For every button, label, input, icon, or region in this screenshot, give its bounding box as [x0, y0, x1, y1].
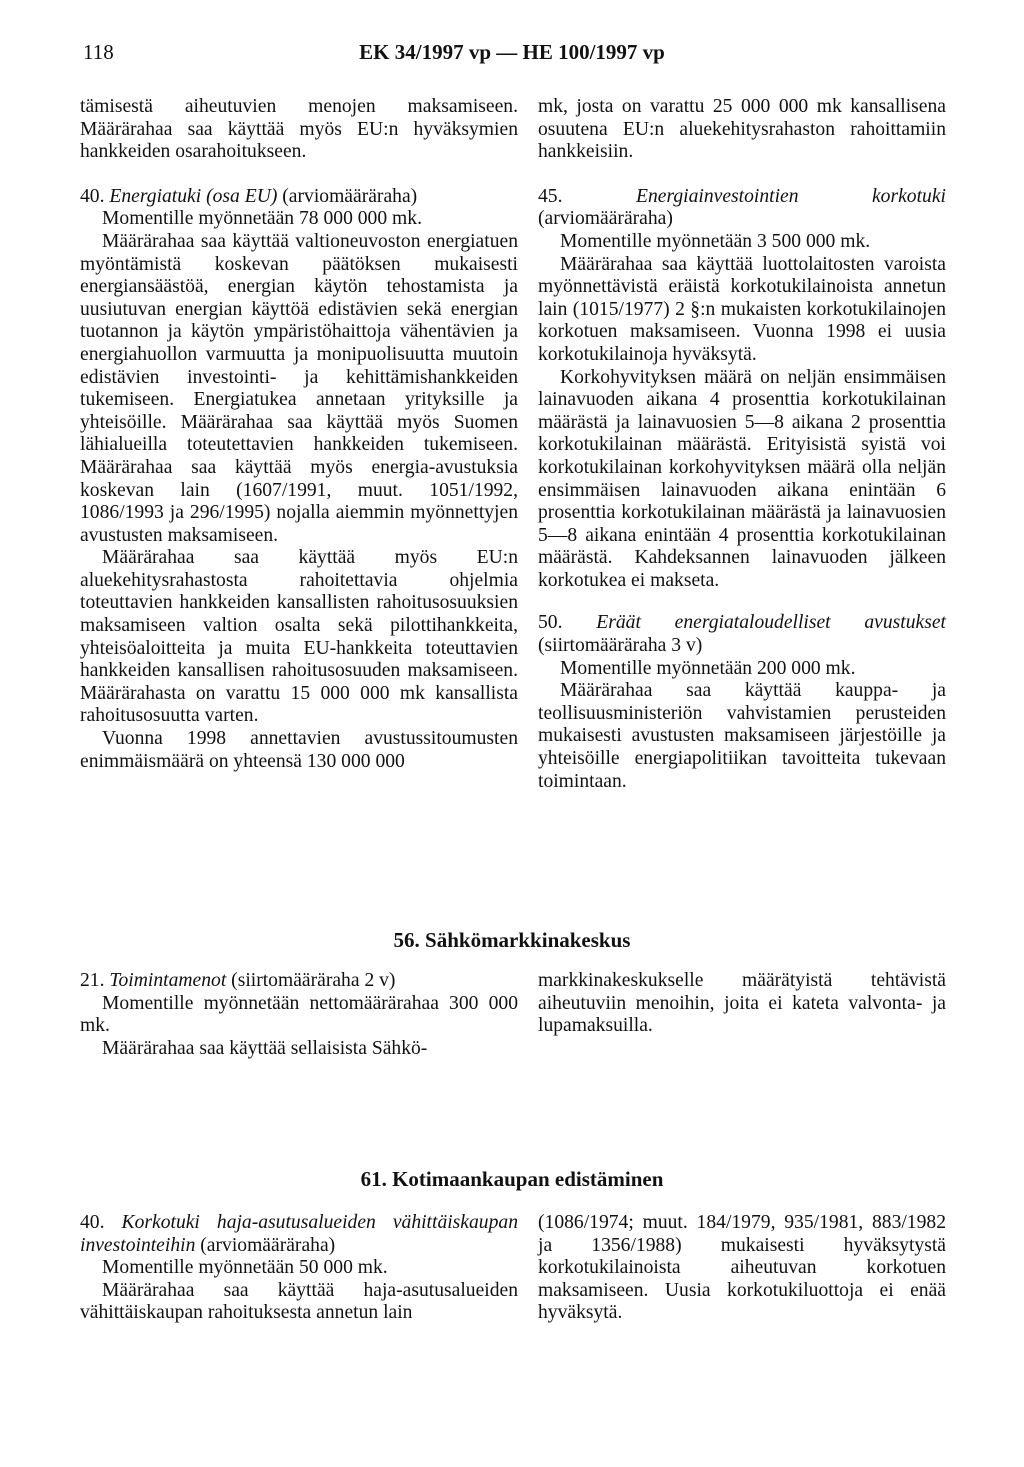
- item-heading: [80, 1212, 518, 1257]
- item-heading: [80, 970, 518, 993]
- section-61-right-column: [538, 1212, 946, 1325]
- item-title: Energiainvestointien korkotuki: [635, 185, 946, 207]
- section-heading: 56. Sähkömarkkinakeskus: [393, 928, 631, 952]
- item-heading: [538, 186, 946, 231]
- section-56-right-column: [538, 970, 946, 1038]
- item-amount: Momentille myönnetään 78 000 000 mk.: [102, 208, 422, 230]
- item-title: Energiatuki (osa EU): [109, 185, 278, 207]
- section-56-left-column: [80, 970, 518, 1060]
- item-amount: Momentille myönnetään 3 500 000 mk.: [560, 230, 871, 252]
- item-number: 45.: [538, 185, 563, 207]
- section-heading: 61. Kotimaankaupan edistäminen: [360, 1167, 664, 1191]
- paragraph: Määrärahaa saa käyttää luottolaitosten varoista myönnettävistä eräistä korkotukilainoista annetun lain (1015/1977) 2 §:n mukaisten korkotukilainojen korkotuen maksamiseen. Vuonna 1998 ei uusia korkotukilainoja hyväksytä.: [538, 253, 946, 365]
- item-title: Toimintamenot: [109, 970, 227, 991]
- item-type: (siirtomääräraha 3 v): [538, 635, 703, 657]
- item-type: (siirtomääräraha 2 v): [231, 970, 396, 991]
- item-amount: Momentille myönnetään 200 000 mk.: [560, 657, 856, 679]
- item-type: (arviomääräraha): [282, 185, 418, 207]
- paragraph: tämisestä aiheutuvien menojen maksamiseen. Määrärahaa saa käyttää myös EU:n hyväksymien hankkeiden osarahoitukseen.: [80, 96, 518, 163]
- paragraph: Määrärahaa saa käyttää myös EU:n aluekehitysrahastosta rahoitettavia ohjelmia toteuttavien hankkeiden kansallisten rahoitusosuuksien maksamiseen valtion osalta sekä pilottihankkeita, yhteisöaloitteita ja muita EU-hankkeita toteuttavien hankkeiden kansallisen rahoitusosuuden maksamiseen. Määrärahasta on varattu 15 000 000 mk kansallista rahoitusosuutta varten.: [80, 547, 518, 727]
- item-number: 21.: [80, 970, 105, 991]
- page-header: [0, 40, 1024, 70]
- paragraph: Määrärahaa saa käyttää valtioneuvoston energiatuen myöntämistä koskevan päätöksen mukaisesti energiansäästöä, energian käytön tehostamista ja uusiutuvan energian käyttöä edistävien sekä energian tuotannon ja käytön ympäristöhaittoja vähentävien ja energiahuollon varmuutta ja monipuolisuutta muutoin edistävien investointi- ja kehittämishankkeiden tukemiseen. Energiatukea annetaan yrityksille ja yhteisöille. Määrärahaa saa käyttää myös Suomen lähialueilla toteutettavien hankkeiden tukemiseen. Määrärahaa saa käyttää myös energia-avustuksia koskevan lain (1607/1991, muut. 1051/1992, 1086/1993 ja 296/1995) nojalla aiemmin myönnettyjen avustusten maksamiseen.: [80, 230, 518, 546]
- item-type: (arviomääräraha): [538, 208, 673, 230]
- paragraph: mk, josta on varattu 25 000 000 mk kansallisena osuutena EU:n aluekehitysrahaston rahoittamiin hankkeisiin.: [538, 96, 946, 163]
- running-head: EK 34/1997 vp — HE 100/1997 vp: [359, 40, 665, 64]
- right-column-top: [538, 96, 946, 793]
- item-title: Korkotuki haja-asutusalueiden vähittäiskaupan investointeihin: [80, 1212, 518, 1256]
- item-heading: [538, 612, 946, 657]
- paragraph: markkinakeskukselle määrätyistä tehtävistä aiheutuviin menoihin, joita ei kateta valvonta- ja lupamaksuilla.: [538, 970, 946, 1037]
- paragraph: Määrärahaa saa käyttää haja-asutusalueiden vähittäiskaupan rahoituksesta annetun lain: [80, 1279, 518, 1324]
- item-heading: [80, 186, 518, 209]
- item-number: 40.: [80, 185, 105, 207]
- section-61-left-column: [80, 1212, 518, 1325]
- item-number: 50.: [538, 612, 563, 634]
- paragraph: Määrärahaa saa käyttää sellaisista Sähkö-: [102, 1037, 428, 1059]
- item-amount: Momentille myönnetään 50 000 mk.: [102, 1257, 388, 1279]
- item-type: (arviomääräraha): [200, 1234, 336, 1256]
- paragraph: Vuonna 1998 annettavien avustussitoumusten enimmäismäärä on yhteensä 130 000 000: [80, 728, 518, 772]
- item-amount: Momentille myönnetään nettomäärärahaa 300 000 mk.: [80, 992, 518, 1037]
- item-title: Eräät energiataloudelliset avustukset: [596, 612, 946, 634]
- paragraph: (1086/1974; muut. 184/1979, 935/1981, 883/1982 ja 1356/1988) mukaisesti hyväksytystä korkotukilainoista aiheutuvan korkotuen maksamiseen. Uusia korkotukiluottoja ei enää hyväksytä.: [538, 1212, 946, 1324]
- left-column-top: [80, 96, 518, 773]
- page-number: 118: [83, 40, 114, 64]
- paragraph: Korkohyvityksen määrä on neljän ensimmäisen lainavuoden aikana 4 prosenttia korkotukilainan määrästä ja lainavuosien 5—8 aikana 2 prosenttia korkotukilainan määrästä. Erityisistä syistä voi korkotukilainan korkohyvityksen määrä olla neljän ensimmäisen lainavuoden aikana enintään 6 prosenttia korkotukilainan määrästä ja lainavuosien 5—8 aikana enintään 4 prosenttia korkotukilainan määrästä. Kahdeksannen lainavuoden jälkeen korkotukea ei makseta.: [538, 366, 946, 591]
- item-number: 40.: [80, 1212, 105, 1233]
- paragraph: Määrärahaa saa käyttää kauppa- ja teollisuusministeriön vahvistamien perusteiden mukaisesti avustusten maksamiseen järjestöille ja yhteisöille energiapolitiikan tavoitteita tukevaan toimintaan.: [538, 680, 946, 792]
